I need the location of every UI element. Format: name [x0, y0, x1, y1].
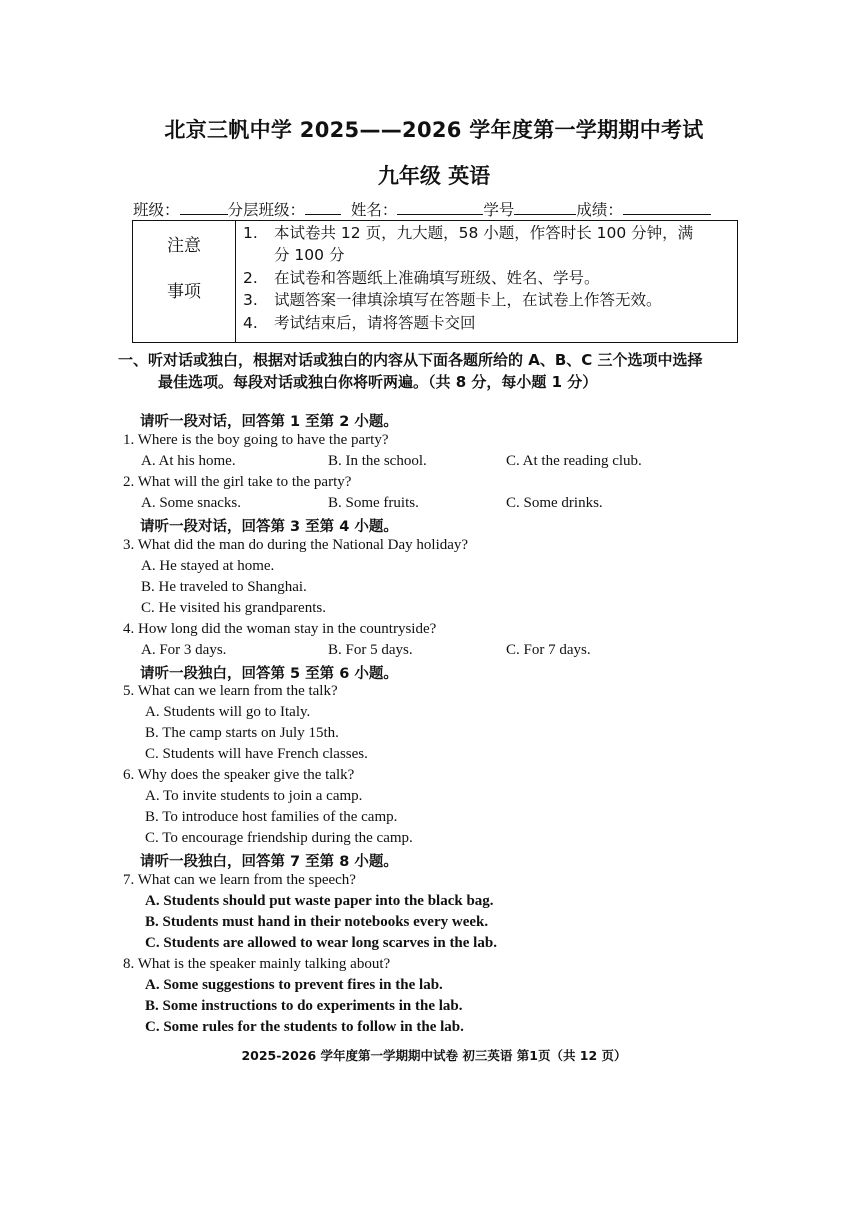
question-7-option-c: C. Students are allowed to wear long scarves in the lab. — [145, 935, 497, 951]
section-heading-line-1: 一、听对话或独白，根据对话或独白的内容从下面各题所给的 A、B、C 三个选项中选择 — [118, 351, 703, 369]
notice-item-1 — [243, 222, 693, 244]
score-label: 成绩： — [576, 201, 623, 219]
question-1-option-b: B. In the school. — [328, 453, 427, 469]
student-info-line — [133, 198, 711, 220]
question-4-option-c: C. For 7 days. — [506, 642, 591, 658]
question-7-stem: 7. What can we learn from the speech? — [123, 872, 356, 888]
question-4-option-b: B. For 5 days. — [328, 642, 413, 658]
question-8-option-b: B. Some instructions to do experiments in the lab. — [145, 998, 463, 1014]
exam-title: 北京三帆中学 2025——2026 学年度第一学期期中考试 — [164, 118, 704, 142]
question-5-option-a: A. Students will go to Italy. — [145, 704, 311, 720]
id-label: 学号 — [483, 201, 515, 219]
question-8-option-a: A. Some suggestions to prevent fires in the lab. — [145, 977, 443, 993]
question-1-option-a: A. At his home. — [141, 453, 236, 469]
name-blank — [397, 199, 483, 215]
listening-intro-1: 请听一段对话，回答第 1 至第 2 小题。 — [140, 414, 398, 430]
notice-item-4 — [243, 312, 476, 334]
question-6-stem: 6. Why does the speaker give the talk? — [123, 767, 355, 783]
notice-text-1b: 分 100 分 — [274, 246, 345, 264]
question-2-stem: 2. What will the girl take to the party? — [123, 474, 352, 490]
level-class-blank — [305, 199, 341, 215]
notice-num-2: 2. — [243, 269, 258, 287]
question-6-option-b: B. To introduce host families of the camp. — [145, 809, 398, 825]
listening-intro-2: 请听一段对话，回答第 3 至第 4 小题。 — [140, 519, 398, 535]
exam-subtitle: 九年级 英语 — [377, 164, 491, 188]
question-8-stem: 8. What is the speaker mainly talking about? — [123, 956, 391, 972]
notice-text-3: 试题答案一律填涂填写在答题卡上，在试卷上作答无效。 — [274, 291, 662, 309]
notice-head-1: 注意 — [167, 236, 201, 256]
question-4-option-a: A. For 3 days. — [141, 642, 227, 658]
section-1-heading — [118, 349, 768, 393]
notice-text-2: 在试卷和答题纸上准确填写班级、姓名、学号。 — [274, 269, 600, 287]
question-5-option-b: B. The camp starts on July 15th. — [145, 725, 339, 741]
notice-divider — [235, 221, 236, 342]
question-2-option-c: C. Some drinks. — [506, 495, 603, 511]
question-5-stem: 5. What can we learn from the talk? — [123, 683, 338, 699]
question-6-option-c: C. To encourage friendship during the camp. — [145, 830, 413, 846]
score-blank — [623, 199, 711, 215]
question-8-option-c: C. Some rules for the students to follow in the lab. — [145, 1019, 464, 1035]
question-2-option-b: B. Some fruits. — [328, 495, 419, 511]
question-2-option-a: A. Some snacks. — [141, 495, 241, 511]
notice-item-2 — [243, 267, 600, 289]
class-label: 班级： — [133, 201, 180, 219]
question-7-option-a: A. Students should put waste paper into the black bag. — [145, 893, 494, 909]
question-3-option-a: A. He stayed at home. — [141, 558, 275, 574]
question-3-stem: 3. What did the man do during the National Day holiday? — [123, 537, 469, 553]
notice-item-3 — [243, 289, 662, 311]
notice-num-3: 3. — [243, 291, 258, 309]
notice-num-4: 4. — [243, 314, 258, 332]
notice-text-1: 本试卷共 12 页，九大题，58 小题，作答时长 100 分钟，满 — [274, 224, 694, 242]
question-7-option-b: B. Students must hand in their notebooks every week. — [145, 914, 489, 930]
question-1-option-c: C. At the reading club. — [506, 453, 642, 469]
question-3-option-b: B. He traveled to Shanghai. — [141, 579, 307, 595]
question-1-stem: 1. Where is the boy going to have the party? — [123, 432, 389, 448]
listening-intro-3: 请听一段独白，回答第 5 至第 6 小题。 — [140, 666, 398, 682]
notice-box — [132, 220, 738, 343]
question-4-stem: 4. How long did the woman stay in the countryside? — [123, 621, 437, 637]
question-3-option-c: C. He visited his grandparents. — [141, 600, 326, 616]
notice-head-2: 事项 — [167, 282, 201, 302]
name-label: 姓名： — [350, 201, 398, 219]
section-heading-line-2: 最佳选项。每段对话或独白你将听两遍。（共 8 分，每小题 1 分） — [158, 373, 598, 391]
notice-item-1b — [243, 244, 344, 266]
id-blank — [514, 199, 576, 215]
notice-text-4: 考试结束后，请将答题卡交回 — [274, 314, 476, 332]
class-blank — [180, 199, 228, 215]
level-class-label: 分层班级： — [227, 201, 306, 219]
question-5-option-c: C. Students will have French classes. — [145, 746, 368, 762]
listening-intro-4: 请听一段独白，回答第 7 至第 8 小题。 — [140, 854, 398, 870]
question-6-option-a: A. To invite students to join a camp. — [145, 788, 363, 804]
page-footer: 2025-2026 学年度第一学期期中试卷 初三英语 第1页（共 12 页） — [241, 1048, 627, 1063]
notice-num-1: 1. — [243, 224, 258, 242]
